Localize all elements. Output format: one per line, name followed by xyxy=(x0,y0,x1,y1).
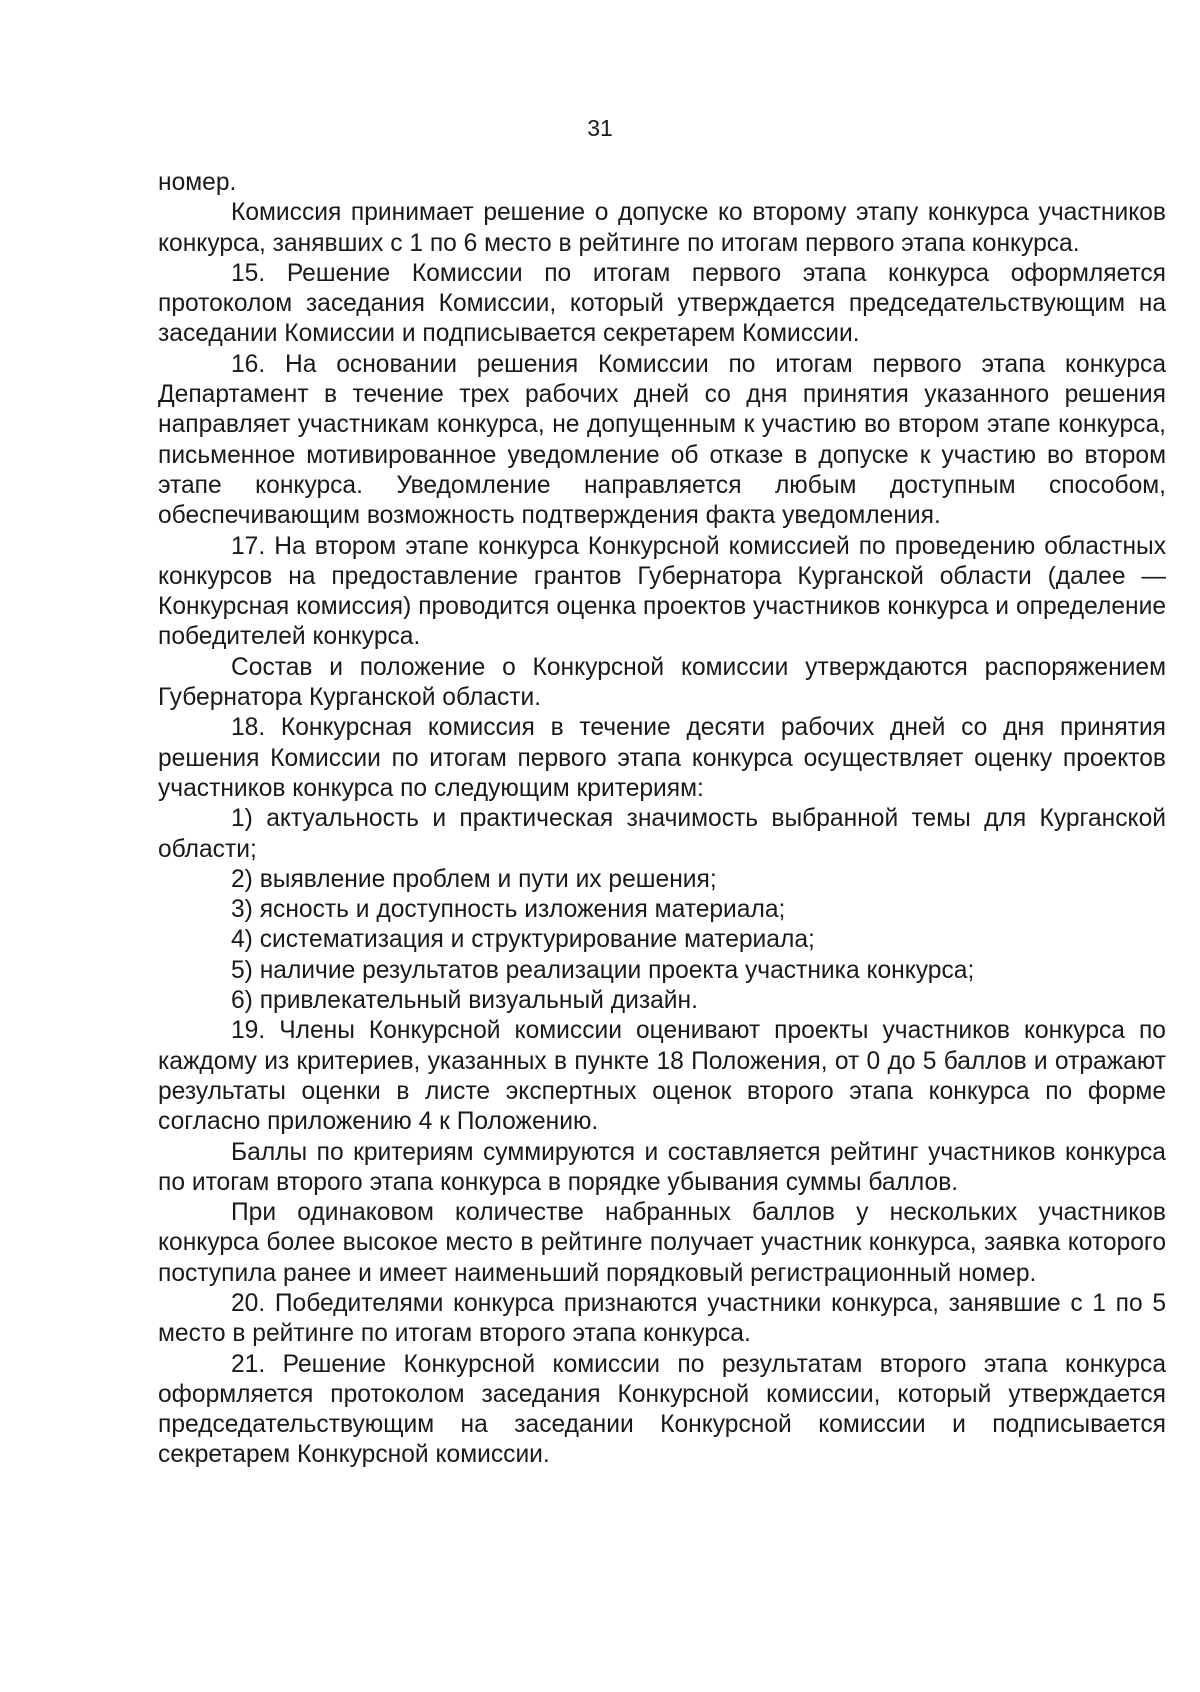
paragraph-scores-summed: Баллы по критериям суммируются и составляется рейтинг участников конкурса по итогам второго этапа конкурса в порядке убывания суммы баллов. xyxy=(158,1138,1166,1196)
paragraph-continuation: номер. xyxy=(158,169,237,196)
criterion-1: 1) актуальность и практическая значимость выбранной темы для Курганской области; xyxy=(158,805,1166,863)
criterion-3: 3) ясность и доступность изложения материала; xyxy=(231,896,786,924)
criterion-2: 2) выявление проблем и пути их решения; xyxy=(231,865,717,893)
paragraph-item-20: 20. Победителями конкурса признаются участники конкурса, занявшие с 1 по 5 место в рейтинге по итогам второго этапа конкурса. xyxy=(158,1289,1166,1348)
paragraph-admission-decision: Комиссия принимает решение о допуске ко второму этапу конкурса участников конкурса, занявших с 1 по 6 место в рейтинге по итогам первого этапа конкурса. xyxy=(158,199,1166,257)
paragraph-tie-break: При одинаковом количестве набранных баллов у нескольких участников конкурса более высокое место в рейтинге получает участник конкурса, заявка которого поступила ранее и имеет наименьший порядковый регистрационный номер. xyxy=(158,1199,1166,1287)
criterion-4: 4) систематизация и структурирование материала; xyxy=(231,926,815,954)
paragraph-item-17: 17. На втором этапе конкурса Конкурсной комиссией по проведению областных конкурсов на предоставление грантов Губернатора Курганской области (далее — Конкурсная комиссия) проводится оценка проектов участников конкурса и определение победителей конкурса. xyxy=(158,532,1166,651)
paragraph-item-19: 19. Члены Конкурсной комиссии оценивают проекты участников конкурса по каждому из критериев, указанных в пункте 18 Положения, от 0 до 5 баллов и отражают результаты оценки в листе экспертных оценок второго этапа конкурса по форме согласно приложению 4 к Положению. xyxy=(158,1017,1166,1136)
document-body xyxy=(158,168,1166,1471)
criterion-6: 6) привлекательный визуальный дизайн. xyxy=(231,987,698,1015)
paragraph-item-16: 16. На основании решения Комиссии по итогам первого этапа конкурса Департамент в течение трех рабочих дней со дня принятия указанного решения направляет участникам конкурса, не допущенным к участию во втором этапе конкурса, письменное мотивированное уведомление об отказе в допуске к участию во втором этапе конкурса. Уведомление направляется любым доступным способом, обеспечивающим возможность подтверждения факта уведомления. xyxy=(158,350,1166,530)
paragraph-item-15: 15. Решение Комиссии по итогам первого этапа конкурса оформляется протоколом заседания Комиссии, который утверждается председательствующим на заседании Комиссии и подписывается секретарем Комиссии. xyxy=(158,259,1166,348)
paragraph-commission-composition: Состав и положение о Конкурсной комиссии утверждаются распоряжением Губернатора Курганской области. xyxy=(158,653,1166,712)
paragraph-item-18: 18. Конкурсная комиссия в течение десяти рабочих дней со дня принятия решения Комиссии по итогам первого этапа конкурса осуществляет оценку проектов участников конкурса по следующим критериям: xyxy=(158,714,1166,802)
criterion-5: 5) наличие результатов реализации проекта участника конкурса; xyxy=(231,956,975,984)
page-number: 31 xyxy=(587,115,613,141)
paragraph-item-21: 21. Решение Конкурсной комиссии по результатам второго этапа конкурса оформляется протоколом заседания Конкурсной комиссии, который утверждается председательствующим на заседании Конкурсной комиссии и подписывается секретарем Конкурсной комиссии. xyxy=(158,1350,1166,1469)
